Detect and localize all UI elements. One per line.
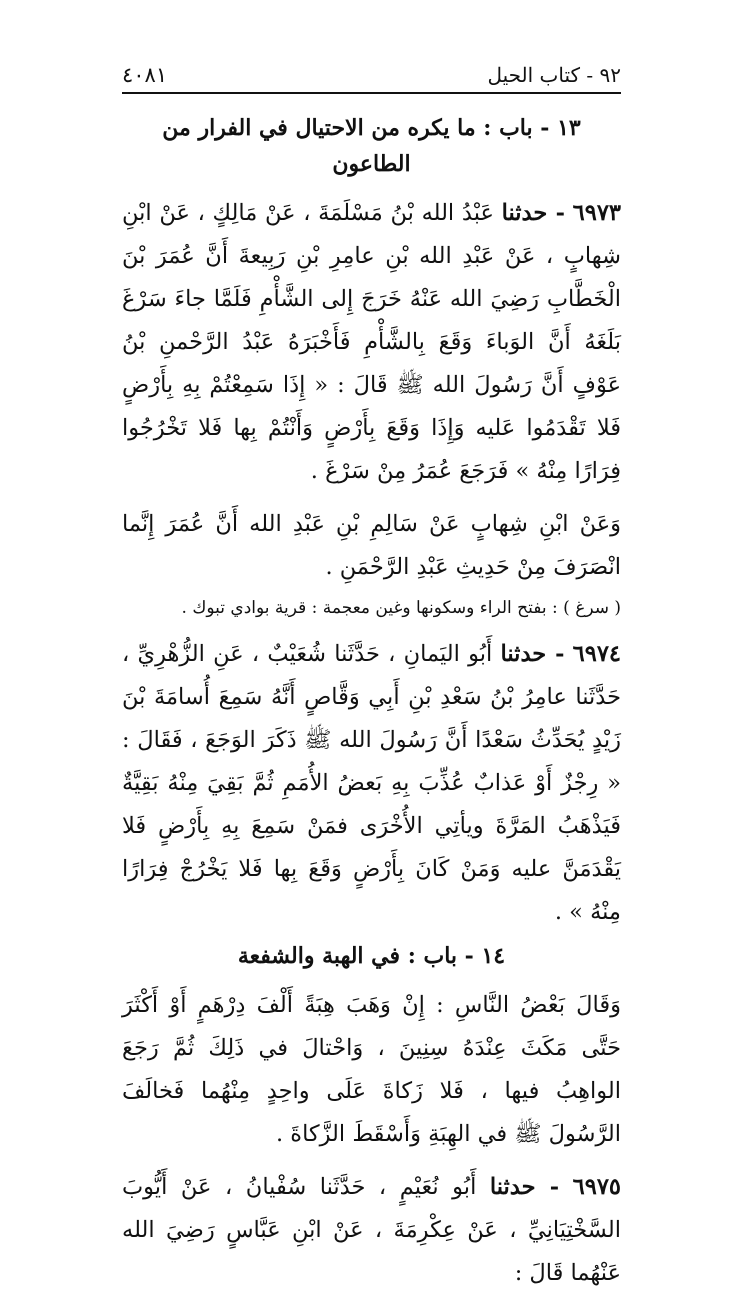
hadith-6974: [122, 633, 621, 934]
page-body: [122, 106, 621, 1295]
hadith-text: أَبُو اليَمانِ ، حَدَّثَنا شُعَيْبٌ ، عَنِ الزُّهْرِيِّ ، حَدَّثَنا عامِرُ بْنُ سَعْدِ بْنِ أَبِي وَقَّاصٍ أَنَّهُ سَمِعَ أُسامَةَ بْنَ زَيْدٍ يُحَدِّثُ سَعْدًا أَنَّ رَسُولَ الله ﷺ ذَكَرَ الوَجَعَ ، فَقَالَ : « رِجْزٌ أَوْ عَذابٌ عُذِّبَ بِهِ بَعضُ الأُمَمِ ثُمَّ بَقِيَ مِنْهُ بَقِيَّةٌ فَيَذْهَبُ المَرَّةَ ويأتِي الأُخْرَى فمَنْ سَمِعَ بِهِ بِأَرْضٍ فَلا يَقْدَمَنَّ عليه وَمَنْ كَانَ بِأَرْضٍ وَقَعَ بِها فَلا يَخْرُجْ فِرَارًا مِنْهُ » .: [122, 641, 621, 925]
hadith-6973: [122, 192, 621, 493]
hadith-number: ٦٩٧٤: [572, 641, 622, 667]
salim-note: وَعَنْ ابْنِ شِهابٍ عَنْ سَالِمِ بْنِ عَبْدِ الله أَنَّ عُمَرَ إِنَّما انْصَرَفَ مِنْ حَدِيثِ عَبْدِ الرَّحْمَنِ .: [122, 511, 621, 580]
hadith-text: أَبُو نُعَيْمٍ ، حَدَّثَنا سُفْيانُ ، عَنْ أَيُّوبَ السَّخْتِيَانِيِّ ، عَنْ عِكْرِمَةَ ، عَنْ ابْنِ عَبَّاسٍ رَضِيَ الله عَنْهُما قَالَ :: [122, 1174, 621, 1286]
hadith-text: عَبْدُ الله بْنُ مَسْلَمَةَ ، عَنْ مَالِكٍ ، عَنْ ابْنِ شِهابٍ ، عَنْ عَبْدِ الله بْنِ عامِرِ بْنِ رَبِيعةَ أَنَّ عُمَرَ بْنَ الْخَطَّابِ رَضِيَ الله عَنْهُ خَرَجَ إِلى الشَّأْمِ فَلَمَّا جاءَ سَرْغَ بَلَغَهُ أَنَّ الوَباءَ وَقَعَ بِالشَّأْمِ فَأَخْبَرَهُ عَبْدُ الرَّحْمنِ بْنُ عَوْفٍ أَنَّ رَسُولَ الله ﷺ قَالَ : « إِذَا سَمِعْتُمْ بِهِ بِأَرْضٍ فَلا تَقْدَمُوا عَليه وَإِذَا وَقَعَ بِأَرْضٍ وَأَنْتُمْ بِها فَلا تَخْرُجُوا فِرَارًا مِنْهُ » فَرَجَعَ عُمَرُ مِنْ سَرْغَ .: [122, 200, 622, 484]
chapter-14-opening: وَقَالَ بَعْضُ النَّاسِ : إِنْ وَهَبَ هِبَةً أَلْفَ دِرْهَمٍ أَوْ أَكْثَرَ حَتَّى مَكَثَ عِنْدَهُ سِنِينَ ، وَاحْتالَ في ذَلِكَ ثُمَّ رَجَعَ الواهِبُ فيها ، فَلا زَكاةَ عَلَى واحِدٍ مِنْهُما فَخالَفَ الرَّسُولَ ﷺ في الهِبَةِ وَأَسْقَطَ الزَّكاةَ .: [122, 992, 621, 1147]
hadith-lead: - حدثنا: [489, 1174, 560, 1200]
running-title: ٩٢ - كتاب الحيل: [487, 63, 621, 87]
hadith-number: ٦٩٧٥: [572, 1174, 621, 1200]
hadith-lead: - حدثنا: [501, 200, 565, 226]
hadith-6975: [122, 1166, 621, 1295]
chapter-heading-13: ١٣ - باب : ما يكره من الاحتيال في الفرار من الطاعون: [162, 115, 581, 177]
hadith-number: ٦٩٧٣: [572, 200, 621, 226]
chapter-heading-14: ١٤ - باب : في الهبة والشفعة: [237, 943, 506, 969]
page-number: ٤٠٨١: [122, 63, 168, 87]
gloss-note: ( سرغ ) : بفتح الراء وسكونها وغين معجمة : قرية بوادي تبوك .: [181, 598, 621, 618]
page-header: [122, 58, 621, 94]
hadith-lead: - حدثنا: [500, 641, 565, 667]
